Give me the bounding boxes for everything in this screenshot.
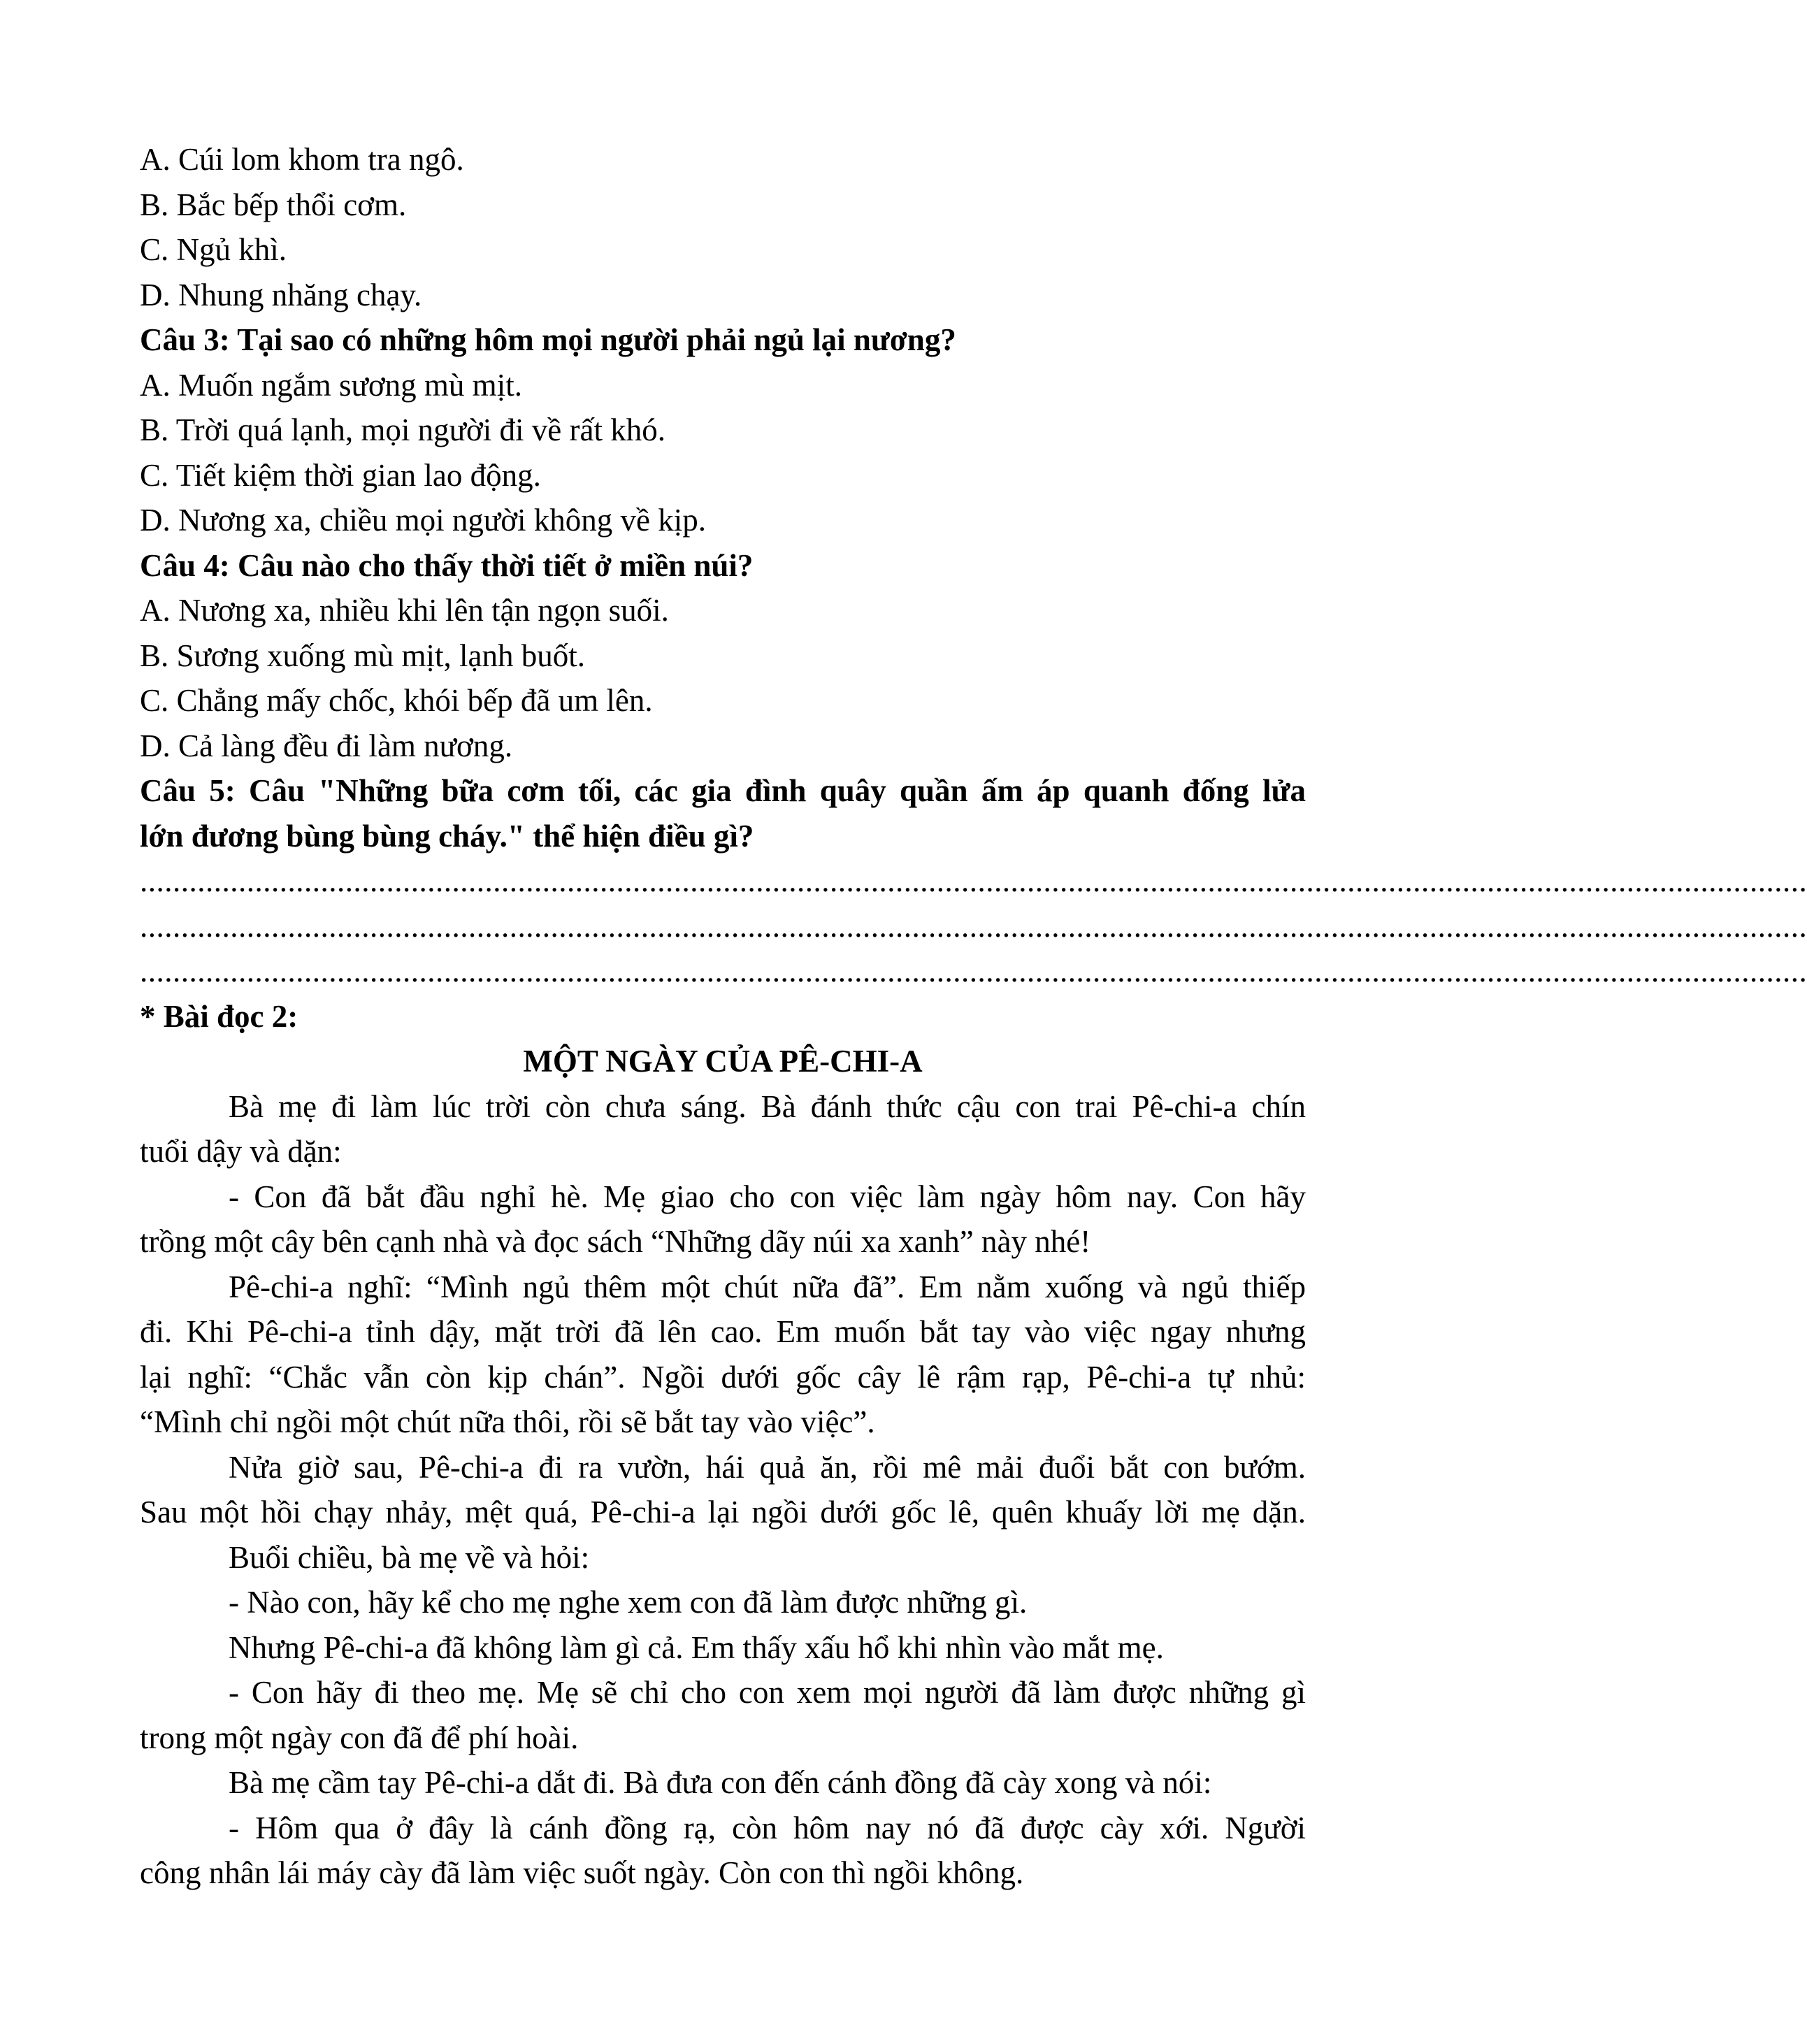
passage-line-11: Buổi chiều, bà mẹ về và hỏi:: [229, 1539, 590, 1575]
passage-line-16: Bà mẹ cầm tay Pê-chi-a dắt đi. Bà đưa con đến cánh đồng đã cày xong và nói:: [229, 1765, 1212, 1800]
q5-answer-line-2: ...........................................................................................................................................................................................................: [140, 908, 1807, 944]
document-page: [140, 137, 1807, 1896]
q3-question: Câu 3: Tại sao có những hôm mọi người phải ngủ lại nương?: [140, 322, 956, 357]
q2-option-d: D. Nhung nhăng chạy.: [140, 277, 422, 312]
passage-line-15: trong một ngày con đã để phí hoài.: [140, 1720, 579, 1755]
q4-option-a: A. Nương xa, nhiều khi lên tận ngọn suối.: [140, 593, 669, 628]
passage-line-5: Pê-chi-a nghĩ: “Mình ngủ thêm một chút nữa đã”. Em nằm xuống và ngủ thiếp: [229, 1269, 1306, 1304]
q3-option-c: C. Tiết kiệm thời gian lao động.: [140, 457, 541, 493]
passage-line-12: - Nào con, hãy kể cho mẹ nghe xem con đã làm được những gì.: [229, 1585, 1028, 1620]
q5-question-line-2: lớn đương bùng bùng cháy." thể hiện điều gì?: [140, 818, 754, 854]
passage-line-7: lại nghĩ: “Chắc vẫn còn kịp chán”. Ngồi dưới gốc cây lê rậm rạp, Pê-chi-a tự nhủ:: [140, 1359, 1306, 1395]
passage-line-4: trồng một cây bên cạnh nhà và đọc sách “Những dãy núi xa xanh” này nhé!: [140, 1224, 1091, 1259]
passage-line-18: công nhân lái máy cày đã làm việc suốt ngày. Còn con thì ngồi không.: [140, 1855, 1024, 1890]
passage-line-6: đi. Khi Pê-chi-a tỉnh dậy, mặt trời đã lên cao. Em muốn bắt tay vào việc ngay nhưng: [140, 1314, 1306, 1349]
passage-line-14: - Con hãy đi theo mẹ. Mẹ sẽ chỉ cho con xem mọi người đã làm được những gì: [229, 1675, 1306, 1710]
q2-option-c: C. Ngủ khì.: [140, 232, 287, 267]
passage-line-2: tuổi dậy và dặn:: [140, 1134, 342, 1169]
q3-option-b: B. Trời quá lạnh, mọi người đi về rất khó.: [140, 412, 665, 447]
q2-option-a: A. Cúi lom khom tra ngô.: [140, 142, 464, 177]
q5-answer-line-1: ...........................................................................................................................................................................................................: [140, 863, 1807, 898]
passage-line-17: - Hôm qua ở đây là cánh đồng rạ, còn hôm nay nó đã được cày xới. Người: [229, 1810, 1306, 1845]
passage-line-13: Nhưng Pê-chi-a đã không làm gì cả. Em thấy xấu hổ khi nhìn vào mắt mẹ.: [229, 1629, 1164, 1665]
q3-option-d: D. Nương xa, chiều mọi người không về kịp.: [140, 503, 707, 538]
q4-question: Câu 4: Câu nào cho thấy thời tiết ở miền núi?: [140, 547, 754, 583]
q4-option-c: C. Chẳng mấy chốc, khói bếp đã um lên.: [140, 683, 653, 718]
q4-option-d: D. Cả làng đều đi làm nương.: [140, 728, 513, 763]
passage-line-1: Bà mẹ đi làm lúc trời còn chưa sáng. Bà đánh thức cậu con trai Pê-chi-a chín: [229, 1088, 1306, 1124]
q4-option-b: B. Sương xuống mù mịt, lạnh buốt.: [140, 638, 585, 673]
passage-line-3: - Con đã bắt đầu nghỉ hè. Mẹ giao cho con việc làm ngày hôm nay. Con hãy: [229, 1179, 1306, 1214]
passage-line-9: Nửa giờ sau, Pê-chi-a đi ra vườn, hái quả ăn, rồi mê mải đuổi bắt con bướm.: [229, 1449, 1306, 1485]
q2-option-b: B. Bắc bếp thổi cơm.: [140, 187, 407, 222]
q5-question-line-1: Câu 5: Câu "Những bữa cơm tối, các gia đình quây quần ấm áp quanh đống lửa: [140, 773, 1306, 808]
q3-option-a: A. Muốn ngắm sương mù mịt.: [140, 367, 522, 403]
passage-line-8: “Mình chỉ ngồi một chút nữa thôi, rồi sẽ bắt tay vào việc”.: [140, 1404, 875, 1439]
q5-answer-line-3: ...........................................................................................................................................................................................................: [140, 953, 1807, 988]
passage-line-10: Sau một hồi chạy nhảy, mệt quá, Pê-chi-a lại ngồi dưới gốc lê, quên khuấy lời mẹ dặn.: [140, 1495, 1306, 1530]
reading2-title: MỘT NGÀY CỦA PÊ-CHI-A: [523, 1044, 923, 1079]
reading2-label: * Bài đọc 2:: [140, 998, 298, 1034]
